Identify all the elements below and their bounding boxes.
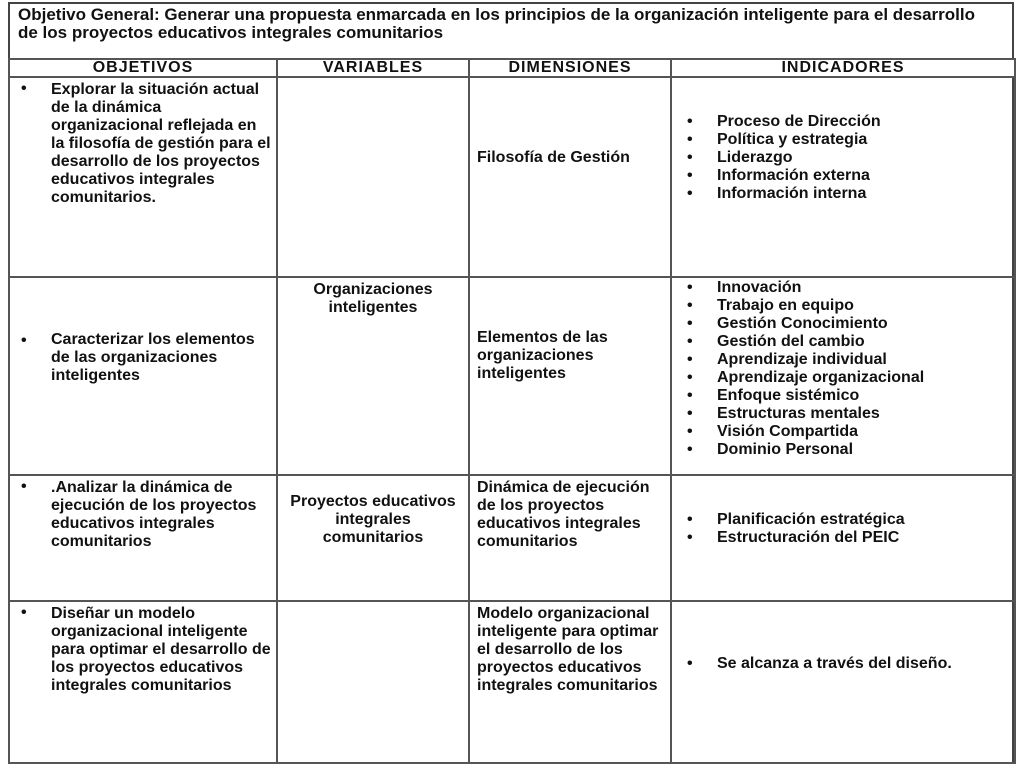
dimension-cell bbox=[469, 601, 671, 763]
list-item: • Estructuración del PEIC bbox=[677, 529, 1009, 547]
list-item: • Trabajo en equipo bbox=[677, 297, 1009, 315]
bullet-icon: • bbox=[21, 80, 27, 97]
list-item: • Información interna bbox=[677, 185, 1009, 203]
list-item: • Planificación estratégica bbox=[677, 511, 1009, 529]
indicator-list bbox=[677, 113, 1009, 203]
variable-cell bbox=[277, 277, 469, 475]
table-row bbox=[9, 77, 1015, 277]
list-item: • Aprendizaje individual bbox=[677, 351, 1009, 369]
header-variables: VARIABLES bbox=[277, 59, 469, 77]
variable-text: Organizaciones inteligentes bbox=[313, 281, 433, 316]
list-item: • Se alcanza a través del diseño. bbox=[677, 655, 1009, 673]
dimension-cell bbox=[469, 77, 671, 277]
bullet-icon: • bbox=[21, 604, 27, 621]
indicator-cell bbox=[671, 77, 1015, 277]
indicator-list bbox=[677, 655, 1009, 673]
dimension-text: Elementos de las organizaciones inteligentes bbox=[477, 329, 608, 382]
indicator-cell bbox=[671, 601, 1015, 763]
objective-cell bbox=[9, 601, 277, 763]
list-item: • Dominio Personal bbox=[677, 441, 1009, 459]
list-item: • Aprendizaje organizacional bbox=[677, 369, 1009, 387]
list-item: • Información externa bbox=[677, 167, 1009, 185]
dimension-text: Modelo organizacional inteligente para optimar el desarrollo de los proyectos educativos integrales comunitarios bbox=[477, 605, 659, 694]
objective-cell bbox=[9, 475, 277, 601]
indicator-list bbox=[677, 511, 1009, 547]
variable-text: Proyectos educativos integrales comunitarios bbox=[290, 493, 456, 546]
list-item: • Política y estrategia bbox=[677, 131, 1009, 149]
bullet-icon: • bbox=[21, 478, 27, 495]
objective-text: .Analizar la dinámica de ejecución de los proyectos educativos integrales comunitarios bbox=[51, 479, 257, 550]
variable-cell bbox=[277, 601, 469, 763]
table-row bbox=[9, 277, 1015, 475]
list-item: • Innovación bbox=[677, 279, 1009, 297]
bullet-icon: • bbox=[21, 332, 27, 349]
operationalization-table bbox=[8, 58, 1016, 764]
indicator-cell bbox=[671, 277, 1015, 475]
header-objetivos: OBJETIVOS bbox=[9, 59, 277, 77]
indicator-cell bbox=[671, 475, 1015, 601]
variable-cell bbox=[277, 77, 469, 277]
table-row bbox=[9, 475, 1015, 601]
objective-cell bbox=[9, 77, 277, 277]
table-row bbox=[9, 601, 1015, 763]
list-item: • Proceso de Dirección bbox=[677, 113, 1009, 131]
objective-text: Caracterizar los elementos de las organizaciones inteligentes bbox=[51, 331, 255, 384]
objective-text: Explorar la situación actual de la dinámica organizacional reflejada en la filosofía de gestión para el desarrollo de los proyectos educativos integrales comunitarios. bbox=[51, 81, 271, 206]
variable-cell bbox=[277, 475, 469, 601]
header-indicadores: INDICADORES bbox=[671, 59, 1015, 77]
dimension-text: Dinámica de ejecución de los proyectos educativos integrales comunitarios bbox=[477, 479, 650, 550]
dimension-text: Filosofía de Gestión bbox=[477, 149, 630, 166]
indicator-list bbox=[677, 279, 1009, 459]
list-item: • Gestión del cambio bbox=[677, 333, 1009, 351]
dimension-cell bbox=[469, 277, 671, 475]
objective-cell bbox=[9, 277, 277, 475]
list-item: • Estructuras mentales bbox=[677, 405, 1009, 423]
list-item: • Enfoque sistémico bbox=[677, 387, 1009, 405]
header-row bbox=[9, 59, 1015, 77]
list-item: • Gestión Conocimiento bbox=[677, 315, 1009, 333]
header-dimensiones: DIMENSIONES bbox=[469, 59, 671, 77]
list-item: • Visión Compartida bbox=[677, 423, 1009, 441]
objective-text: Diseñar un modelo organizacional inteligente para optimar el desarrollo de los proyectos educativos integrales comunitarios bbox=[51, 605, 271, 694]
dimension-cell bbox=[469, 475, 671, 601]
list-item: • Liderazgo bbox=[677, 149, 1009, 167]
general-objective: Objetivo General: Generar una propuesta enmarcada en los principios de la organización inteligente para el desarrollo de los proyectos educativos integrales comunitarios bbox=[18, 5, 975, 42]
